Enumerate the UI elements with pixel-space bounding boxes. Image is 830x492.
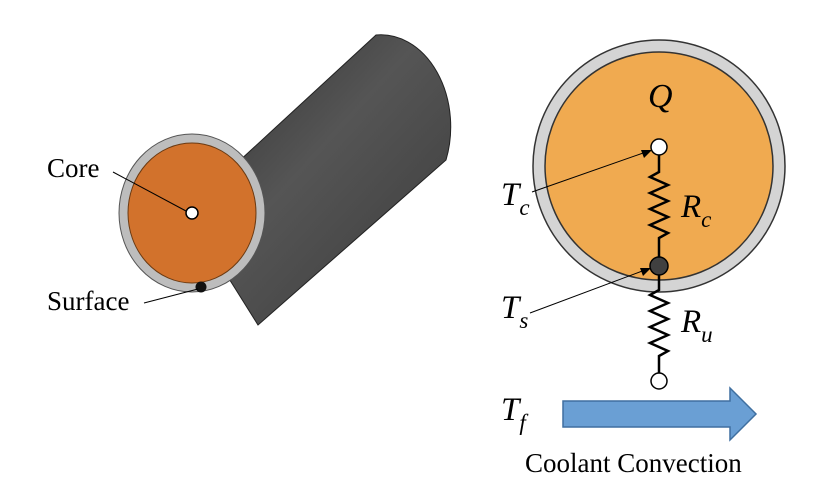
core-resistance-label: $R_c$ xyxy=(681,189,712,232)
surface-temp-leader xyxy=(530,270,645,313)
core-node xyxy=(651,139,667,155)
surface-node xyxy=(650,257,668,275)
surface-temp-label: $T_s$ xyxy=(501,290,529,333)
fluid-node xyxy=(651,373,667,389)
core-point xyxy=(186,207,198,219)
convection-resistance-label: $R_u$ xyxy=(681,304,713,347)
cylinder-illustration xyxy=(47,35,451,325)
surface-label: Surface xyxy=(47,286,130,316)
coolant-flow-arrow xyxy=(563,388,756,440)
fluid-temp-label: $T_f$ xyxy=(501,392,526,435)
surface-leader-line xyxy=(144,289,198,303)
heat-source-label: Q xyxy=(648,78,673,115)
core-temp-label: $T_c$ xyxy=(501,177,530,220)
coolant-convection-label: Coolant Convection xyxy=(525,448,742,478)
surface-point xyxy=(196,282,207,293)
core-label: Core xyxy=(47,153,100,183)
